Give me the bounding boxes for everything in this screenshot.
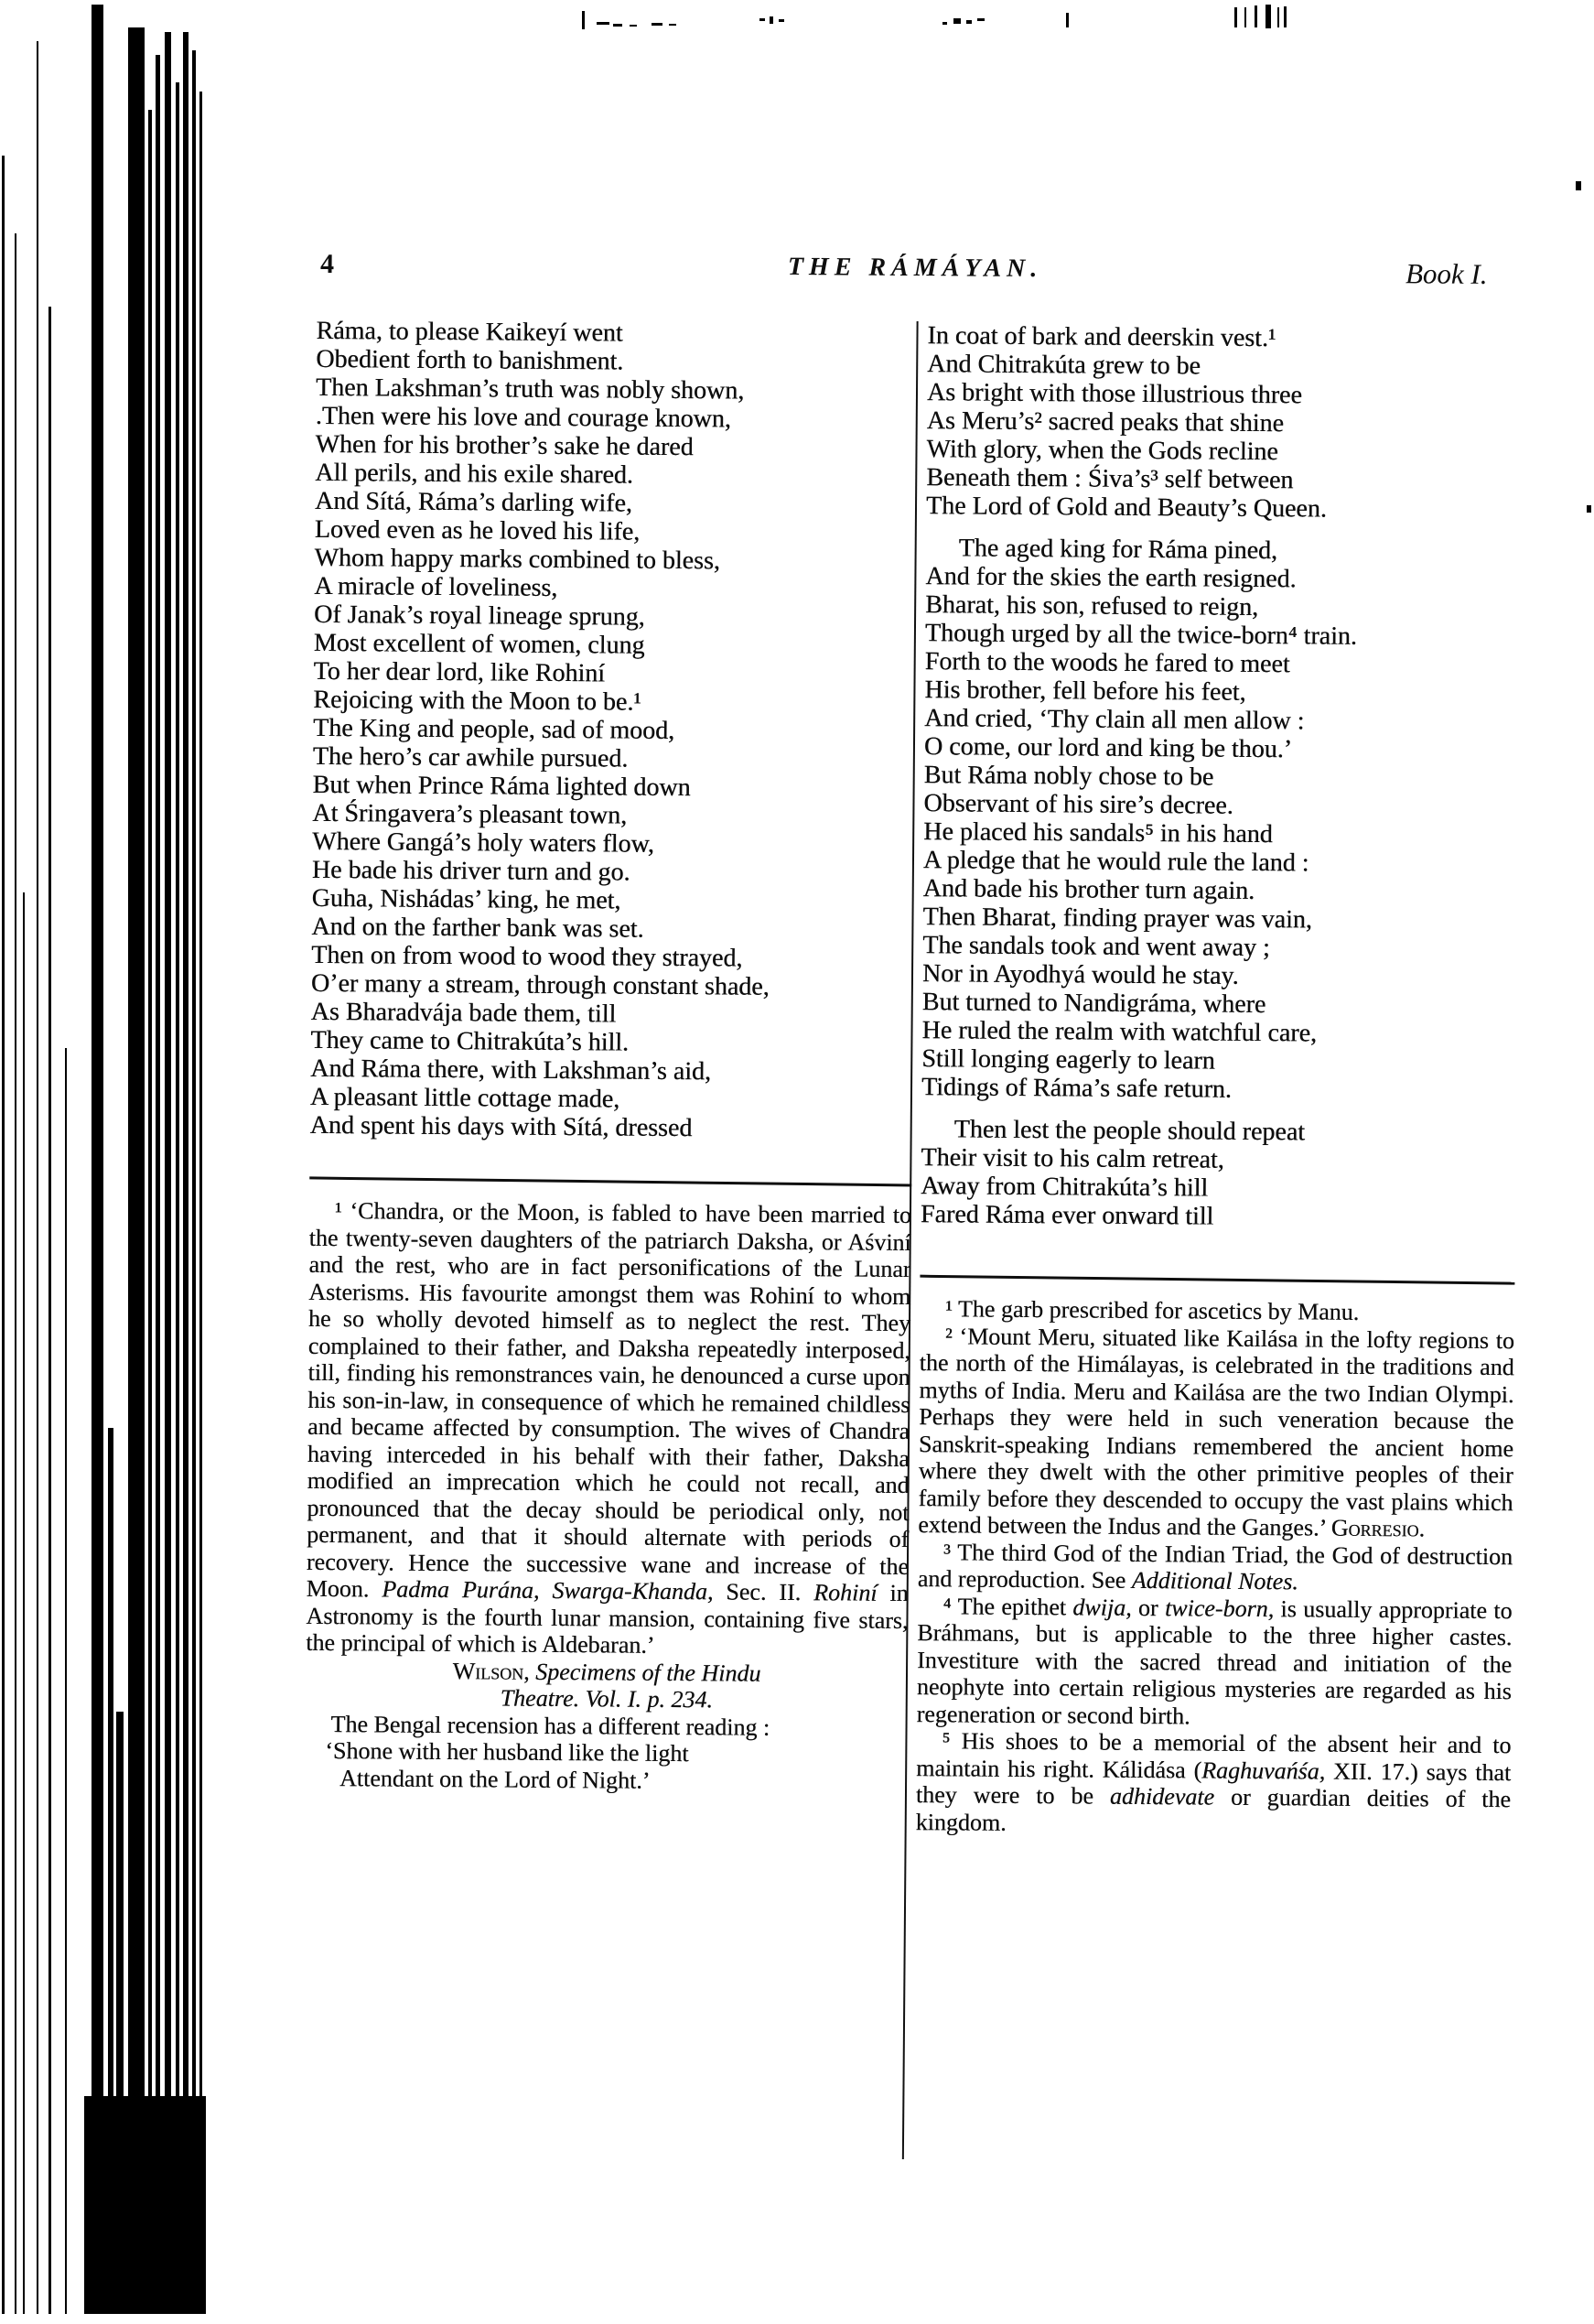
footnote-chandra bbox=[306, 1197, 911, 1661]
footnote-dwija bbox=[917, 1593, 1513, 1733]
poem-line: And for the skies the earth resigned. bbox=[925, 562, 1297, 594]
poem-line: The sandals took and went away ; bbox=[922, 931, 1270, 963]
poem-line: Whom happy marks combined to bless, bbox=[314, 543, 720, 576]
poem-line: When for his brother’s sake he dared bbox=[315, 429, 694, 462]
poem-line: To her dear lord, like Rohiní bbox=[313, 656, 606, 688]
footnote-text-italic: Padma Purána, Swarga-Khanda, bbox=[382, 1575, 714, 1605]
citation-work: Specimens of the Hindu bbox=[529, 1658, 761, 1687]
footnote-manu: ¹ The garb prescribed for ascetics by Manu. bbox=[945, 1295, 1360, 1325]
poem-line: With glory, when the Gods recline bbox=[926, 435, 1278, 467]
citation-author: Wilson, bbox=[452, 1657, 530, 1685]
poem-line: They came to Chitrakúta’s hill. bbox=[310, 1025, 630, 1057]
footnote-separator-rule bbox=[309, 1176, 911, 1186]
poem-line: Then lest the people should repeat bbox=[953, 1115, 1306, 1147]
bengal-quote-line-2: Attendant on the Lord of Night.’ bbox=[339, 1764, 651, 1794]
poem-line: O’er many a stream, through constant shade, bbox=[310, 968, 770, 1001]
footnote-meru bbox=[918, 1323, 1514, 1543]
poem-line: But Ráma nobly chose to be bbox=[923, 761, 1214, 792]
footnote-text: ⁵ His shoes to be a memorial of the absent heir and to maintain his right. Kálidása ( bbox=[916, 1727, 1512, 1784]
footnote-text: ¹ ‘Chandra, or the Moon, is fabled to have been married to the twenty-seven daughters of the patriarch Daksha, or Aśviní and the rest, who are in fact personifications of the Lunar Asterisms. His favourite amongst them was Rohiní to whom he so wholly devoted himself as to neglect the rest. They complained to their father, and Daksha repeatedly interposed, till, finding his remonstrances vain, he denounced a curse upon his son-in-law, in consequence of which he remained childless and became affected by consumption. The wives of Chandra having interceded in his behalf with their father, Daksha modified an imprecation which he could not recall, and pronounced that the decay should be periodical only, not permanent, and that it should alternate with periods of recovery. Hence the successive wane and increase of the Moon. bbox=[306, 1197, 912, 1603]
poem-line: The Lord of Gold and Beauty’s Queen. bbox=[925, 492, 1327, 524]
poem-line: As Bharadvája bade them, till bbox=[310, 997, 617, 1029]
poem-line: .Then were his love and courage known, bbox=[315, 401, 731, 434]
poem-line: Bharat, his son, refused to reign, bbox=[925, 590, 1259, 622]
poem-line: Their visit to his calm retreat, bbox=[921, 1143, 1224, 1174]
poem-line: At Śringavera’s pleasant town, bbox=[312, 798, 628, 830]
poem-line: O come, our lord and king be thou.’ bbox=[923, 732, 1293, 764]
poem-line: But when Prince Ráma lighted down bbox=[312, 770, 691, 803]
footnote-text: in Astronomy is the fourth lunar mansion, containing five stars, the principal of which is Aldebaran.’ bbox=[306, 1579, 909, 1659]
poem-line: And spent his days with Sítá, dressed bbox=[309, 1110, 693, 1143]
poem-line: In coat of bark and deerskin vest.¹ bbox=[927, 321, 1276, 353]
footnote-text: ³ The third God of the Indian Triad, the God of destruction and reproduction. See bbox=[917, 1538, 1513, 1594]
right-poem bbox=[921, 321, 1523, 1233]
poem-line: Ráma, to please Kaikeyí went bbox=[316, 316, 623, 348]
poem-line: But turned to Nandigráma, where bbox=[921, 988, 1266, 1020]
poem-line: As bright with those illustrious three bbox=[926, 378, 1302, 410]
footnote-text-italic: Additional Notes. bbox=[1131, 1566, 1298, 1595]
footnote-text: ⁴ The epithet bbox=[942, 1592, 1073, 1620]
page-number: 4 bbox=[319, 248, 335, 280]
poem-line: Then Lakshman’s truth was nobly shown, bbox=[315, 373, 745, 405]
poem-line: A miracle of loveliness, bbox=[314, 571, 558, 602]
poem-line: Of Janak’s royal lineage sprung, bbox=[313, 600, 645, 632]
left-footnotes bbox=[305, 1197, 911, 1796]
footnote-text: or guardian deities of the kingdom. bbox=[915, 1783, 1512, 1836]
poem-line: Tidings of Ráma’s safe return. bbox=[921, 1073, 1232, 1104]
running-title: THE RÁMÁYAN. bbox=[787, 252, 1043, 284]
poem-line: Then Bharat, finding prayer was vain, bbox=[922, 903, 1312, 935]
poem-line: Loved even as he loved his life, bbox=[314, 514, 641, 546]
poem-line: Where Gangá’s holy waters flow, bbox=[312, 827, 654, 859]
poem-line: And Ráma there, with Lakshman’s aid, bbox=[310, 1054, 712, 1086]
poem-line: All perils, and his exile shared. bbox=[315, 458, 634, 490]
footnote-text: is usually appropriate to Bráhmans, but is applicable to the three higher castes. Investiture with the sacred thread and initiation of the neophyte into certain religious mysteries are regarded as his regeneration or second birth. bbox=[916, 1594, 1513, 1729]
poem-line: Most excellent of women, clung bbox=[313, 628, 645, 660]
footnote-text: Sec. II. bbox=[713, 1578, 814, 1606]
poem-line: A pledge that he would rule the land : bbox=[922, 846, 1309, 878]
bengal-recension-note: The Bengal recension has a different reading : bbox=[330, 1710, 770, 1741]
poem-line: Forth to the woods he fared to meet bbox=[924, 647, 1290, 679]
footnote-text: XII. 17.) says that they were to be bbox=[915, 1757, 1512, 1810]
footnote-text-italic: dwija, bbox=[1072, 1593, 1132, 1621]
poem-line: He bade his driver turn and go. bbox=[311, 855, 630, 887]
poem-line: Though urged by all the twice-born⁴ train. bbox=[924, 619, 1357, 651]
poem-line: He placed his sandals⁵ in his hand bbox=[923, 817, 1273, 849]
poem-line: And on the farther bank was set. bbox=[311, 912, 644, 944]
footnote-text-italic: twice-born, bbox=[1164, 1594, 1275, 1622]
poem-line: Fared Ráma ever onward till bbox=[920, 1200, 1214, 1231]
footnote-shoes bbox=[916, 1727, 1512, 1840]
poem-line: As Meru’s² sacred peaks that shine bbox=[926, 406, 1285, 438]
poem-line: The aged king for Ráma pined, bbox=[958, 534, 1278, 566]
footnote-text-italic: adhidevate bbox=[1109, 1782, 1215, 1811]
poem-line: Away from Chitrakúta’s hill bbox=[921, 1172, 1209, 1203]
right-footnotes bbox=[916, 1295, 1515, 1840]
poem-line: Observant of his sire’s decree. bbox=[923, 789, 1233, 820]
poem-line: And bade his brother turn again. bbox=[922, 874, 1255, 905]
poem-line: He ruled the realm with watchful care, bbox=[921, 1016, 1318, 1048]
citation-line-2: Theatre. Vol. I. p. 234. bbox=[500, 1684, 714, 1713]
poem-line: And cried, ‘Thy clain all men allow : bbox=[924, 704, 1305, 736]
poem-line: Still longing eagerly to learn bbox=[921, 1044, 1215, 1076]
poem-line: And Sítá, Ráma’s darling wife, bbox=[314, 486, 632, 518]
poem-line: Then on from wood to wood they strayed, bbox=[311, 940, 743, 973]
footnote-text-italic: Rohiní bbox=[813, 1579, 878, 1606]
footnote-text: or bbox=[1131, 1594, 1166, 1621]
left-column bbox=[305, 317, 919, 1796]
poem-line: His brother, fell before his feet, bbox=[924, 676, 1246, 707]
poem-line: Obedient forth to banishment. bbox=[316, 344, 624, 376]
footnote-separator-rule bbox=[920, 1275, 1514, 1285]
left-poem bbox=[310, 317, 919, 1144]
poem-line: Nor in Ayodhyá would he stay. bbox=[921, 959, 1239, 990]
footnote-text: ² ‘Mount Meru, situated like Kailása in the lofty regions to the north of the Himálayas, is celebrated in the traditions and myths of India. Meru and Kailása are the two Indian Olympi. Perhaps they were held in such veneration because the Sanskrit-speaking Indians remembered the ancient home where they dwelt with the other primitive peoples of their family before they descended to occupy the vast plains which extend between the Indus and the Ganges.’ bbox=[918, 1322, 1515, 1541]
footnote-attribution: Gorresio. bbox=[1330, 1514, 1426, 1542]
poem-line: Beneath them : Śiva’s³ self between bbox=[926, 463, 1294, 495]
footnote-text-italic: Raghuvańśa, bbox=[1201, 1757, 1326, 1785]
footnote-triad bbox=[918, 1539, 1513, 1597]
book-label: Book I. bbox=[1405, 257, 1488, 290]
poem-line: A pleasant little cottage made, bbox=[309, 1082, 620, 1114]
poem-line: The King and people, sad of mood, bbox=[312, 713, 675, 745]
poem-line: Rejoicing with the Moon to be.¹ bbox=[313, 685, 641, 717]
poem-line: Guha, Nishádas’ king, he met, bbox=[311, 883, 621, 915]
poem-line: The hero’s car awhile pursued. bbox=[312, 741, 629, 773]
bengal-quote-line-1: ‘Shone with her husband like the light bbox=[325, 1737, 689, 1767]
right-column bbox=[916, 321, 1523, 1840]
poem-line: And Chitrakúta grew to be bbox=[927, 350, 1201, 381]
